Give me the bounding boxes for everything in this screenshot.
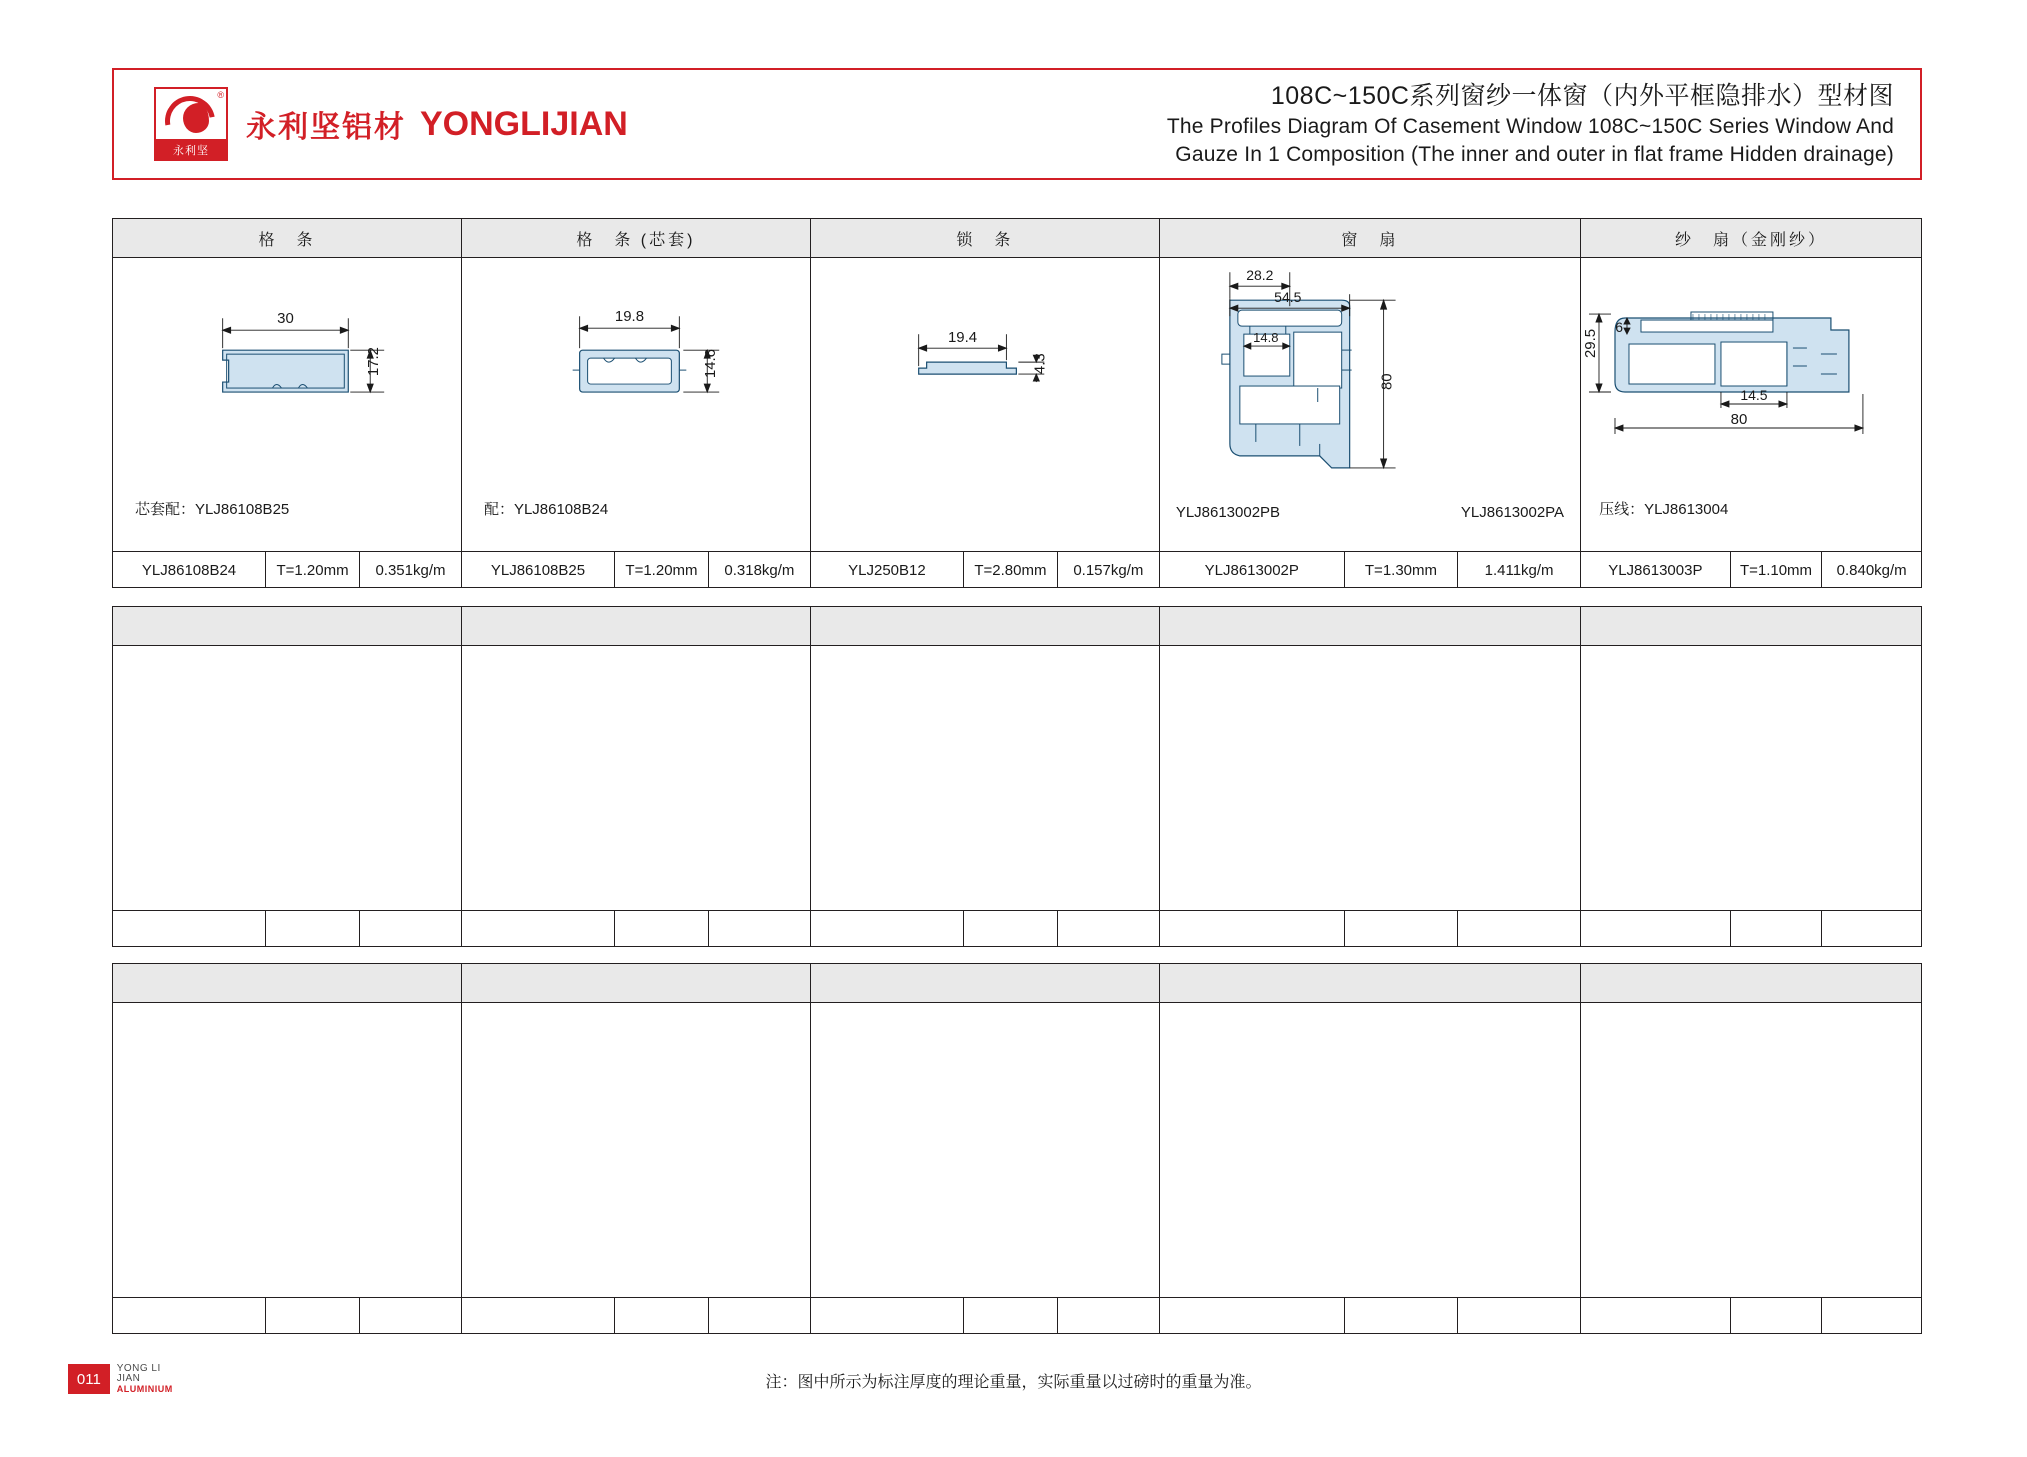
table3-spec-weight-5 (1822, 1298, 1921, 1334)
spec-weight-5: 0.840kg/m (1836, 561, 1907, 579)
table2-spec-group-5 (1581, 911, 1921, 947)
drawing-caption-4b: YLJ8613002PA (1460, 504, 1565, 521)
spec-weight-3: 0.157kg/m (1073, 561, 1144, 579)
registered-trademark-icon: ® (217, 90, 224, 100)
profile-table-second (112, 606, 1922, 947)
dimension-label-6: 6 (1615, 319, 1624, 336)
dimension-label-80: 80 (1378, 373, 1396, 391)
dimension-label-14-6: 14.6 (702, 349, 720, 379)
profile-table-main (112, 218, 1922, 588)
spec-code-4: YLJ8613002P (1160, 552, 1345, 588)
spec-thickness-5: T=1.10mm (1731, 552, 1823, 588)
table2-drawing-cell-5 (1581, 646, 1921, 910)
brand-name-cn: 永利坚铝材 (246, 111, 406, 144)
page-number: 011 (68, 1364, 110, 1394)
table2-drawing-cell-4 (1160, 646, 1581, 910)
table2-spec-group-2 (462, 911, 811, 947)
page-title-cn: 108C~150C系列窗纱一体窗（内外平框隐排水）型材图 (1270, 81, 1894, 110)
dimension-label-14-5: 14.5 (1740, 387, 1768, 404)
footer-brand-line2: ALUMINIUM (116, 1383, 173, 1394)
profile-table-third (112, 963, 1922, 1334)
dimension-label-80-b: 80 (1730, 410, 1748, 428)
drawing-cell-2 (462, 258, 811, 551)
table2-spec-group-4 (1160, 911, 1581, 947)
dimension-label-4-3: 4.3 (1031, 353, 1049, 375)
spec-weight-2: 0.318kg/m (724, 561, 795, 579)
table2-spec-code-1 (113, 911, 266, 947)
table3-spec-group-5 (1581, 1298, 1921, 1334)
drawing-cell-1 (113, 258, 462, 551)
table3-spec-weight-1 (360, 1298, 461, 1334)
spec-group-4 (1160, 552, 1581, 588)
table3-column-header-1 (113, 964, 462, 1002)
spec-thickness-1: T=1.20mm (266, 552, 360, 588)
table3-drawing-cell-5 (1581, 1003, 1921, 1297)
table2-column-header-5 (1581, 607, 1921, 645)
drawing-cell-5 (1581, 258, 1921, 551)
table3-drawing-row (113, 1003, 1921, 1297)
table3-column-header-5 (1581, 964, 1921, 1002)
drawing-cell-4 (1160, 258, 1581, 551)
table2-spec-group-1 (113, 911, 462, 947)
table-header-row (113, 219, 1921, 258)
table3-spec-group-3 (811, 1298, 1160, 1334)
table2-spec-thickness-1 (266, 911, 360, 947)
table2-spec-weight-1 (360, 911, 461, 947)
dimension-label-19-4: 19.4 (947, 329, 977, 347)
logo-mark-label: 永利坚 (154, 141, 228, 161)
footer-note: 注：图中所示为标注厚度的理论重量，实际重量以过磅时的重量为准。 (765, 1374, 1262, 1391)
spec-code-2: YLJ86108B25 (462, 552, 615, 588)
table2-column-header-2 (462, 607, 811, 645)
table2-drawing-cell-2 (462, 646, 811, 910)
table3-column-header-2 (462, 964, 811, 1002)
table2-spec-thickness-2 (615, 911, 709, 947)
table2-spec-group-3 (811, 911, 1160, 947)
table2-spec-code-2 (462, 911, 615, 947)
table-spec-row (113, 551, 1921, 588)
table2-spec-thickness-4 (1345, 911, 1458, 947)
dimension-label-54-5: 54.5 (1273, 289, 1302, 306)
table2-spec-weight-4 (1458, 911, 1580, 947)
table2-column-header-3 (811, 607, 1160, 645)
spec-code-3: YLJ250B12 (811, 552, 964, 588)
table2-drawing-cell-3 (811, 646, 1160, 910)
table3-spec-thickness-1 (266, 1298, 360, 1334)
table2-spec-code-3 (811, 911, 964, 947)
spec-group-1 (113, 552, 462, 588)
logo-blob-shape (183, 103, 209, 133)
table3-spec-code-3 (811, 1298, 964, 1334)
table-drawing-row (113, 258, 1921, 551)
drawing-caption-5: 压线：YLJ8613004 (1599, 501, 1729, 518)
table2-spec-weight-3 (1058, 911, 1159, 947)
table2-drawing-row (113, 646, 1921, 910)
table3-drawing-cell-1 (113, 1003, 462, 1297)
table2-spec-thickness-5 (1731, 911, 1823, 947)
table3-drawing-cell-4 (1160, 1003, 1581, 1297)
table2-spec-code-5 (1581, 911, 1731, 947)
spec-group-2 (462, 552, 811, 588)
spec-weight-1: 0.351kg/m (375, 561, 446, 579)
table3-spec-row (113, 1297, 1921, 1334)
table3-spec-thickness-4 (1345, 1298, 1458, 1334)
table3-spec-code-5 (1581, 1298, 1731, 1334)
spec-weight-4: 1.411kg/m (1484, 561, 1554, 579)
spec-thickness-3: T=2.80mm (964, 552, 1058, 588)
spec-code-5: YLJ8613003P (1581, 552, 1731, 588)
document-header (112, 68, 1922, 180)
table3-spec-thickness-3 (964, 1298, 1058, 1334)
table2-spec-row (113, 910, 1921, 947)
table2-column-header-1 (113, 607, 462, 645)
table3-spec-group-1 (113, 1298, 462, 1334)
table3-header-row (113, 964, 1921, 1003)
drawing-caption-4a: YLJ8613002PB (1175, 504, 1281, 521)
table2-spec-code-4 (1160, 911, 1345, 947)
brand-block (114, 87, 674, 161)
table3-column-header-3 (811, 964, 1160, 1002)
column-header-2: 格 条 (芯套) (462, 219, 811, 257)
table3-spec-code-4 (1160, 1298, 1345, 1334)
dimension-label-17-2: 17.2 (365, 347, 383, 377)
spec-thickness-4: T=1.30mm (1345, 552, 1458, 588)
spec-thickness-2: T=1.20mm (615, 552, 709, 588)
dimension-label-29-5: 29.5 (1582, 328, 1600, 359)
table3-spec-thickness-2 (615, 1298, 709, 1334)
table2-column-header-4 (1160, 607, 1581, 645)
table3-spec-weight-2 (709, 1298, 810, 1334)
footer-brand-line1: YONG LI JIAN (116, 1362, 161, 1385)
table2-header-row (113, 607, 1921, 646)
brand-name-en: YONGLIJIAN (420, 104, 628, 143)
table3-spec-thickness-5 (1731, 1298, 1823, 1334)
spec-group-3 (811, 552, 1160, 588)
table3-spec-code-2 (462, 1298, 615, 1334)
dimension-label-30: 30 (277, 310, 294, 328)
table3-drawing-cell-2 (462, 1003, 811, 1297)
spec-code-1: YLJ86108B24 (113, 552, 266, 588)
company-logo (154, 87, 228, 161)
page-title-en-line2: Gauze In 1 Composition (The inner and outer in flat frame Hidden drainage) (1175, 142, 1894, 166)
dimension-label-19-8: 19.8 (614, 308, 644, 326)
table3-spec-group-4 (1160, 1298, 1581, 1334)
spec-group-5 (1581, 552, 1921, 588)
header-titles (674, 80, 1920, 168)
table3-spec-weight-4 (1458, 1298, 1580, 1334)
table3-column-header-4 (1160, 964, 1581, 1002)
drawing-caption-1: 芯套配：YLJ86108B25 (135, 501, 290, 518)
table2-drawing-cell-1 (113, 646, 462, 910)
drawing-caption-2: 配：YLJ86108B24 (483, 501, 609, 518)
table3-drawing-cell-3 (811, 1003, 1160, 1297)
page-title-en-line1: The Profiles Diagram Of Casement Window 108C~150C Series Window And (1166, 114, 1894, 138)
column-header-5: 纱 扇（金刚纱） (1675, 231, 1828, 249)
table2-spec-weight-5 (1822, 911, 1921, 947)
profile-drawing-3 (811, 258, 1159, 551)
logo-mark-icon (154, 87, 228, 141)
column-header-1: 格 条 (113, 219, 462, 257)
table3-spec-group-2 (462, 1298, 811, 1334)
dimension-label-14-8: 14.8 (1252, 330, 1279, 346)
dimension-label-28-2: 28.2 (1246, 267, 1274, 284)
table2-spec-weight-2 (709, 911, 810, 947)
column-header-3: 锁 条 (811, 219, 1160, 257)
column-header-4: 窗 扇 (1160, 219, 1581, 257)
table2-spec-thickness-3 (964, 911, 1058, 947)
table3-spec-code-1 (113, 1298, 266, 1334)
table3-spec-weight-3 (1058, 1298, 1159, 1334)
drawing-cell-3 (811, 258, 1160, 551)
